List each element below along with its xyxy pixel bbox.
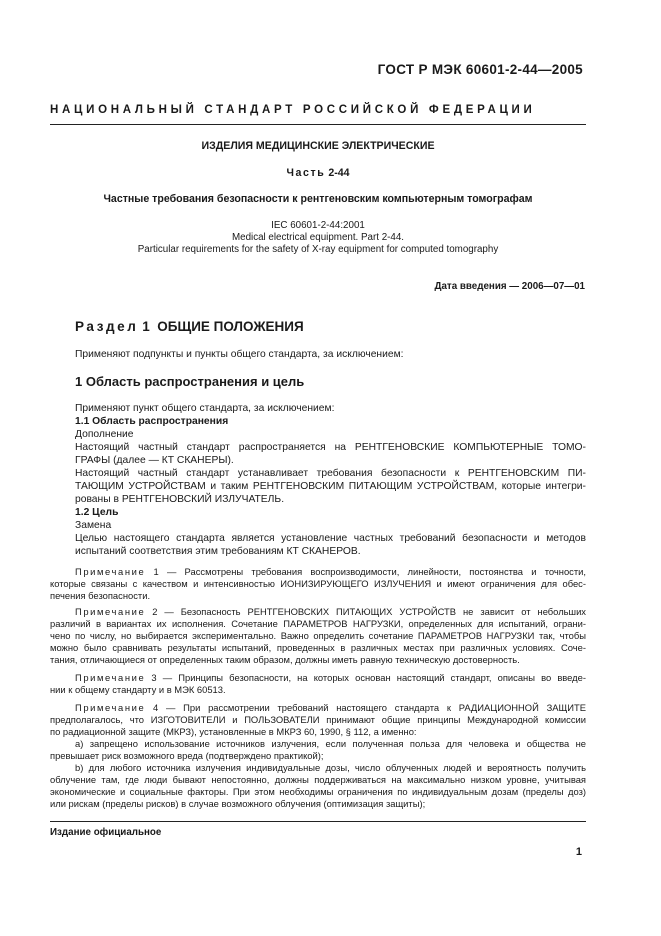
note-2-word: Примечание — [75, 606, 146, 617]
clause-1-1-p2-line-2: ТАЮЩИМ УСТРОЙСТВАМ и таким РЕНТГЕНОВСКИМ ПИТАЮЩИМ УСТРОЙСТВАМ, которые интегри- — [75, 481, 586, 492]
note-2-line-1 — [75, 606, 586, 618]
header-rule — [50, 124, 586, 125]
note-3-word: Примечание — [75, 672, 146, 683]
note-3-line-1 — [75, 672, 586, 684]
clause-1-1-p1-line-2: ГРАФЫ (далее — КТ СКАНЕРЫ). — [75, 455, 234, 466]
clause-1-1-p2-line-1: Настоящий частный стандарт устанавливает требования безопасности к РЕНТГЕНОВСКИМ ПИ- — [75, 468, 586, 479]
note-2-line-4: можно было сравнивать результаты испытаний, проведенных в различных местах при различных условиях. Соче- — [50, 642, 586, 653]
note-4-item-b-line-2: облучение там, где люди бывают непостоянно, должны поддерживаться на максимально низком уровне, учитывая — [50, 774, 586, 785]
footer-rule — [50, 821, 586, 822]
note-2-line-3: чено по числу, но выбирается экспериментально. Важно определить сочетание ПАРАМЕТРОВ НАГРУЗКИ так, чтобы — [50, 630, 586, 641]
part-label — [50, 167, 586, 179]
note-4-item-a-line-2: превышает риск возможного вреда (подтверждено практикой); — [50, 750, 324, 761]
part-number: 2-44 — [328, 167, 350, 179]
note-2-line-5: тания, отличающиеся от определенных таким образом, должны иметь равную техническую достоверность. — [50, 654, 520, 665]
note-1-line-1 — [75, 566, 586, 578]
national-standard-banner: НАЦИОНАЛЬНЫЙ СТАНДАРТ РОССИЙСКОЙ ФЕДЕРАЦИИ — [50, 104, 536, 116]
clause-1-2-label: Замена — [75, 520, 112, 531]
note-2-text: 2 — Безопасность РЕНТГЕНОВСКИХ ПИТАЮЩИХ УСТРОЙСТВ не зависит от небольших — [152, 606, 586, 617]
page-number: 1 — [575, 846, 582, 858]
part-word: Часть — [286, 167, 326, 179]
note-4-word: Примечание — [75, 702, 146, 713]
note-4-line-1 — [75, 702, 586, 714]
standard-code: ГОСТ Р МЭК 60601-2-44—2005 — [377, 62, 583, 77]
note-1-text: 1 — Рассмотрены требования воспроизводимости, линейности, постоянства и точности, — [153, 566, 586, 577]
section-word: Раздел — [75, 319, 139, 334]
note-2-line-2: различий в вариантах их исполнения. Сочетание ПАРАМЕТРОВ НАГРУЗКИ, определенных для испытаний, ограни- — [50, 618, 586, 629]
note-4-line-2: предполагалось, что ИЗГОТОВИТЕЛИ и ПОЛЬЗОВАТЕЛИ принимают общие принципы Международной комиссии — [50, 714, 586, 725]
note-4-item-a-line-1: a) запрещено использование источников излучения, если полученная польза для человека и общества не — [75, 738, 586, 749]
section-title: ОБЩИЕ ПОЛОЖЕНИЯ — [157, 319, 304, 334]
clause-1-2-p1-line-1: Целью настоящего стандарта является установление частных требований безопасности и методов — [75, 533, 586, 544]
clause-1-2-p1-line-2: испытаний соответствия этим требованиям КТ СКАНЕРОВ. — [75, 546, 361, 557]
section-heading — [75, 319, 304, 334]
section-number: 1 — [142, 319, 150, 334]
note-4-item-b-line-3: экономические и социальные факторы. При этом необходимы ограничения по индивидуальным дозам (пределы доз) — [50, 786, 586, 797]
iec-title-line-1: Medical electrical equipment. Part 2-44. — [231, 232, 405, 243]
note-4-item-b-line-4: или рискам (пределы рисков) в случае возможного облучения (оптимизация защиты); — [50, 798, 426, 809]
note-1-line-3: печения безопасности. — [50, 590, 151, 601]
introduction-date: Дата введения — 2006—07—01 — [434, 281, 585, 292]
clause-1-1-p2-line-3: рованы в РЕНТГЕНОВСКИЙ ИЗЛУЧАТЕЛЬ. — [75, 494, 285, 505]
clause-1-intro: Применяют пункт общего стандарта, за исключением: — [75, 403, 335, 414]
note-3-text: 3 — Принципы безопасности, на которых основан настоящий стандарт, описаны во введе- — [151, 672, 586, 683]
note-4-item-b-line-1: b) для любого источника излучения индивидуальные дозы, число облученных людей и вероятность получить — [75, 762, 586, 773]
note-3-line-2: нии к общему стандарту и в МЭК 60513. — [50, 684, 226, 695]
iec-title-line-2: Particular requirements for the safety of X-ray equipment for computed tomography — [137, 244, 499, 255]
clause-1-2-heading: 1.2 Цель — [75, 507, 119, 518]
clause-1-1-heading: 1.1 Область распространения — [75, 416, 229, 427]
document-subtitle: Частные требования безопасности к рентгеновским компьютерным томографам — [103, 193, 533, 205]
section-intro: Применяют подпункты и пункты общего стандарта, за исключением: — [75, 349, 404, 360]
document-title: ИЗДЕЛИЯ МЕДИЦИНСКИЕ ЭЛЕКТРИЧЕСКИЕ — [201, 140, 435, 152]
clause-1-1-p1-line-1: Настоящий частный стандарт распространяется на РЕНТГЕНОВСКИЕ КОМПЬЮТЕРНЫЕ ТОМО- — [75, 442, 586, 453]
clause-1-heading: 1 Область распространения и цель — [75, 374, 305, 389]
note-1-word: Примечание — [75, 566, 146, 577]
note-4-line-3: по радиационной защите (МКРЗ), установленные в МКРЗ 60, 1990, § 112, а именно: — [50, 726, 417, 737]
iec-code: IEC 60601-2-44:2001 — [271, 220, 365, 231]
note-4-text: 4 — При рассмотрении требований настоящего стандарта к РАДИАЦИОННОЙ ЗАЩИТЕ — [153, 702, 586, 713]
note-1-line-2: которые связаны с качеством и интенсивностью ИОНИЗИРУЮЩЕГО ИЗЛУЧЕНИЯ и имеют ограничения для обес- — [50, 578, 586, 589]
clause-1-1-label: Дополнение — [75, 429, 134, 440]
edition-label: Издание официальное — [50, 827, 162, 838]
